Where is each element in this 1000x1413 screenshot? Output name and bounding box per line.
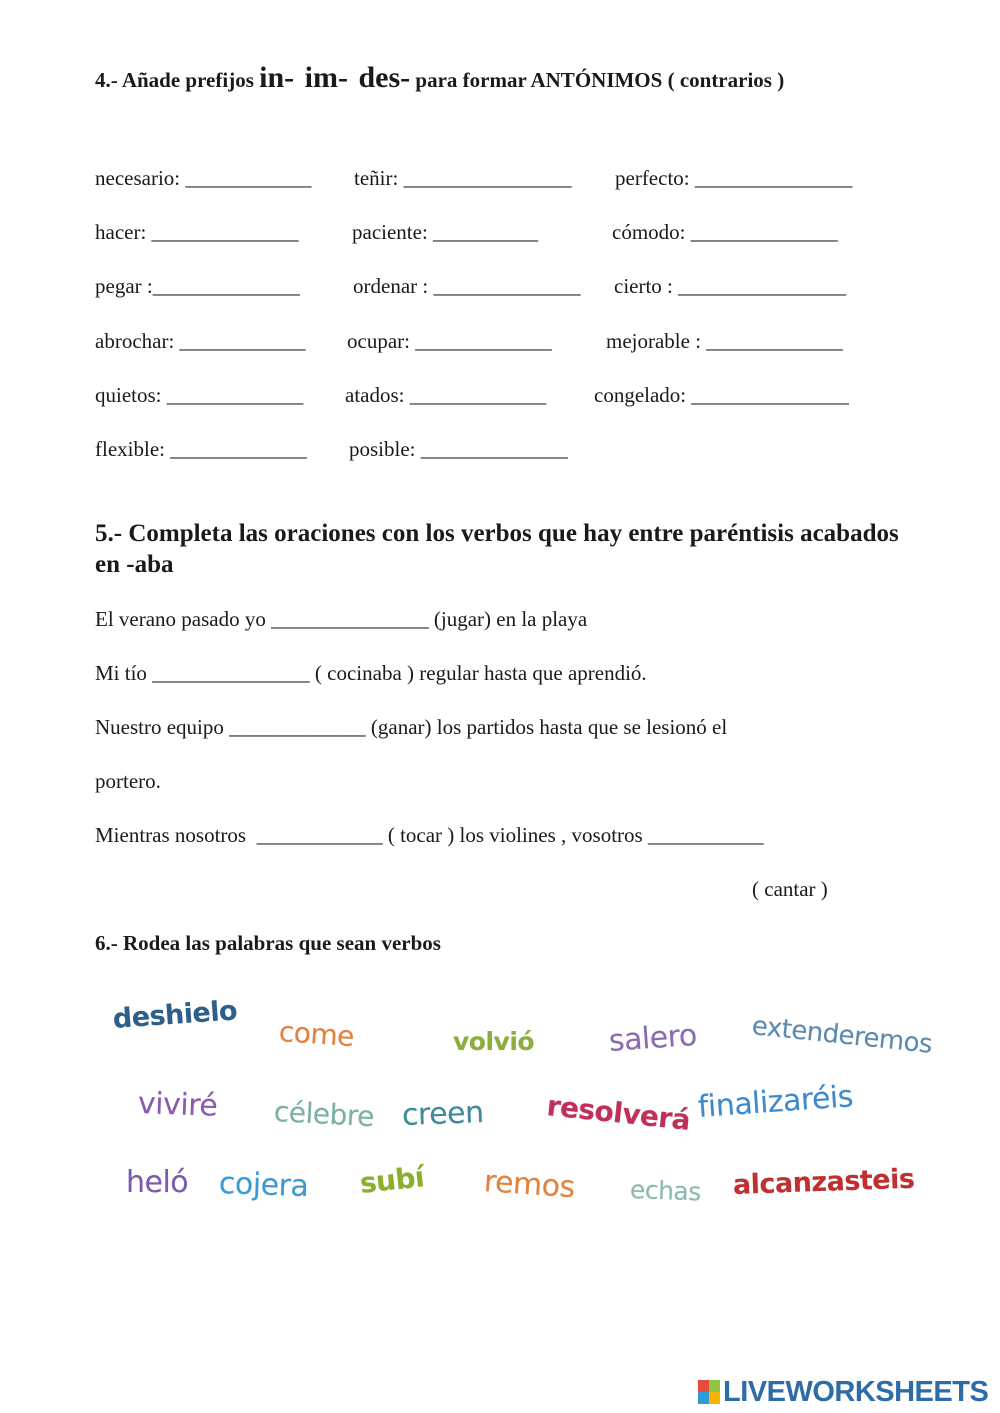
logo-square [709,1392,720,1404]
antonym-item[interactable]: paciente: __________ [352,220,539,244]
verb-word[interactable]: salero [607,1017,698,1059]
section-4-suffix: para formar ANTÓNIMOS ( contrarios ) [410,68,785,92]
antonym-item[interactable]: ordenar : ______________ [353,274,581,298]
prefix-in: in- [259,61,295,94]
sentence-line[interactable]: Mi tío _______________ ( cocinaba ) regular hasta que aprendió. [95,661,647,685]
verb-word[interactable]: remos [482,1164,576,1206]
verb-word[interactable]: volvió [453,1027,535,1056]
verb-word[interactable]: alcanzasteis [732,1163,915,1201]
sentence-line[interactable]: Mientras nosotros ____________ ( tocar ) los violines , vosotros ___________ [95,823,764,847]
antonym-item[interactable]: quietos: _____________ [95,383,304,407]
sentence-line: ( cantar ) [752,877,828,901]
antonym-item[interactable]: pegar :______________ [95,274,300,298]
verb-word[interactable]: echas [629,1175,702,1207]
verb-word[interactable]: cojera [218,1166,309,1205]
verb-word[interactable]: viviré [137,1086,218,1124]
verb-word[interactable]: extenderemos [750,1011,934,1060]
antonym-item[interactable]: atados: _____________ [345,383,547,407]
verb-word[interactable]: resolverá [545,1089,692,1137]
antonym-item[interactable]: posible: ______________ [349,437,568,461]
verb-word[interactable]: creen [401,1095,485,1133]
verb-word[interactable]: heló [126,1165,189,1200]
logo-square [709,1380,720,1392]
section-6-title: 6.- Rodea las palabras que sean verbos [95,931,441,955]
verb-word[interactable]: deshielo [111,995,239,1035]
verb-word[interactable]: finalizaréis [696,1079,855,1125]
antonym-item[interactable]: cómodo: ______________ [612,220,838,244]
antonym-item[interactable]: abrochar: ____________ [95,329,306,353]
antonym-item[interactable]: perfecto: _______________ [615,166,853,190]
antonym-item[interactable]: mejorable : _____________ [606,329,843,353]
verb-word[interactable]: célebre [273,1095,375,1134]
antonym-item[interactable]: flexible: _____________ [95,437,307,461]
liveworksheets-logo-icon [698,1380,720,1404]
antonym-item[interactable]: necesario: ____________ [95,166,312,190]
antonym-item[interactable]: cierto : ________________ [614,274,847,298]
antonym-item[interactable]: ocupar: _____________ [347,329,552,353]
logo-square [698,1392,709,1404]
logo-square [698,1380,709,1392]
sentence-line: portero. [95,769,161,793]
liveworksheets-logo [698,1375,988,1409]
prefix-des: des- [358,61,411,94]
section-4-title [95,58,784,100]
sentence-line[interactable]: Nuestro equipo _____________ (ganar) los partidos hasta que se lesionó el [95,715,728,739]
antonym-item[interactable]: congelado: _______________ [594,383,849,407]
section-5-title: 5.- Completa las oraciones con los verbos que hay entre paréntisis acabados en -aba [95,520,899,578]
brand-name: LIVEWORKSHEETS [723,1375,989,1408]
prefix-im: im- [304,61,348,94]
verb-word[interactable]: come [277,1015,356,1054]
sentence-line[interactable]: El verano pasado yo _______________ (jugar) en la playa [95,607,588,631]
antonym-item[interactable]: hacer: ______________ [95,220,299,244]
section-4-label: 4.- Añade prefijos [95,68,260,92]
verb-word[interactable]: subí [358,1160,426,1200]
antonym-item[interactable]: teñir: ________________ [354,166,572,190]
